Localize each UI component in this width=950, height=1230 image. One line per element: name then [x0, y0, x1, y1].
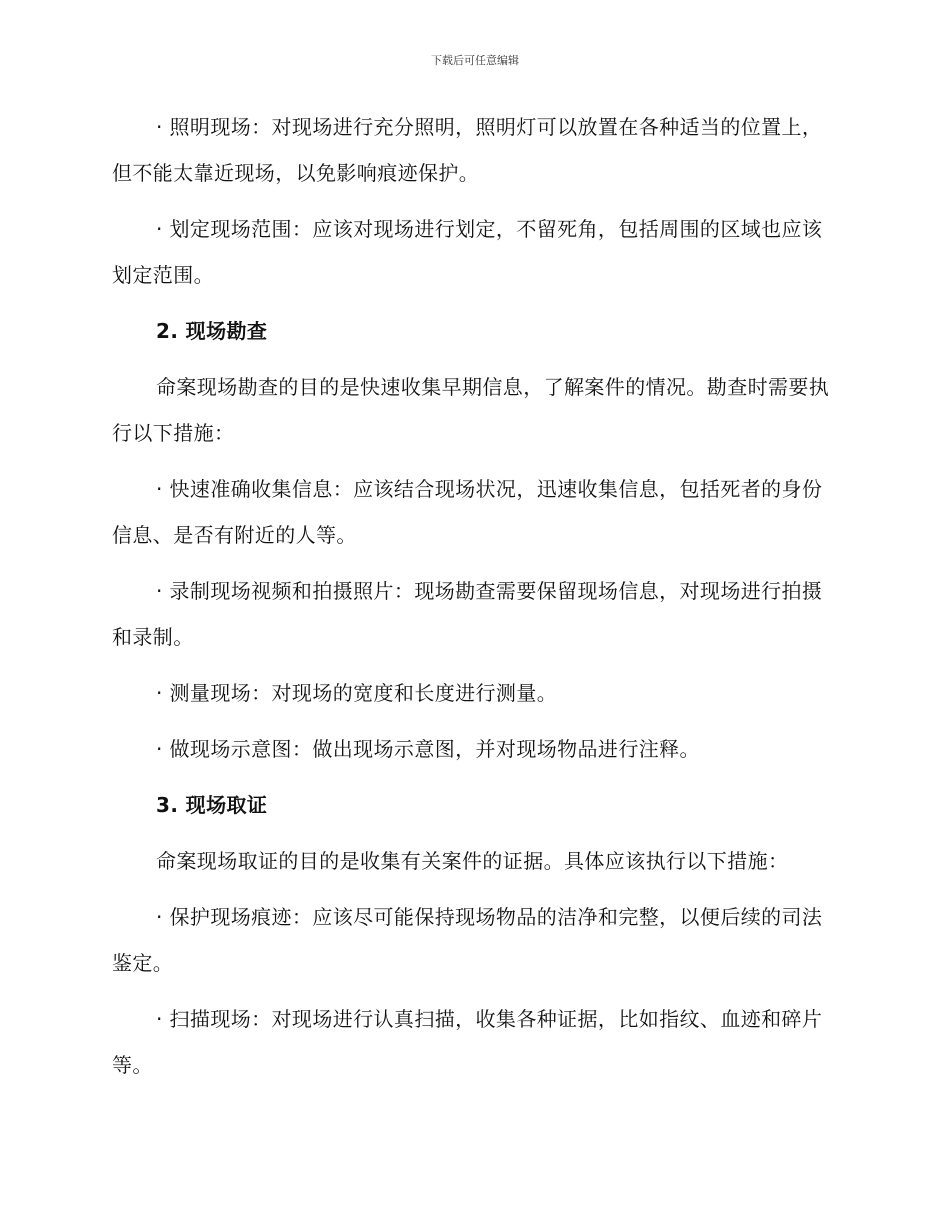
section-heading-evidence: 3. 现场取证	[156, 793, 268, 817]
paragraph-evidence-intro: 命案现场取证的目的是收集有关案件的证据。具体应该执行以下措施：	[156, 849, 789, 873]
document-body	[112, 104, 832, 1098]
paragraph-investigation-intro: 命案现场勘查的目的是快速收集早期信息，了解案件的情况。勘查时需要执行以下措施：	[112, 375, 830, 445]
section-heading-investigation: 2. 现场勘查	[156, 319, 268, 343]
bullet-protect-traces: · 保护现场痕迹：应该尽可能保持现场物品的洁净和完整，以便后续的司法鉴定。	[112, 905, 823, 975]
bullet-lighting: · 照明现场：对现场进行充分照明，照明灯可以放置在各种适当的位置上，但不能太靠近现场，以免影响痕迹保护。	[112, 115, 823, 185]
bullet-measure: · 测量现场：对现场的宽度和长度进行测量。	[156, 681, 558, 705]
bullet-record-video: · 录制现场视频和拍摄照片：现场勘查需要保留现场信息，对现场进行拍摄和录制。	[112, 579, 823, 649]
bullet-scan-scene: · 扫描现场：对现场进行认真扫描，收集各种证据，比如指纹、血迹和碎片等。	[112, 1007, 823, 1077]
bullet-sketch: · 做现场示意图：做出现场示意图，并对现场物品进行注释。	[156, 737, 700, 761]
bullet-scope: · 划定现场范围：应该对现场进行划定，不留死角，包括周围的区域也应该划定范围。	[112, 217, 823, 287]
page-header: 下载后可任意编辑	[431, 54, 519, 67]
bullet-collect-info: · 快速准确收集信息：应该结合现场状况，迅速收集信息，包括死者的身份信息、是否有附近的人等。	[112, 477, 823, 547]
